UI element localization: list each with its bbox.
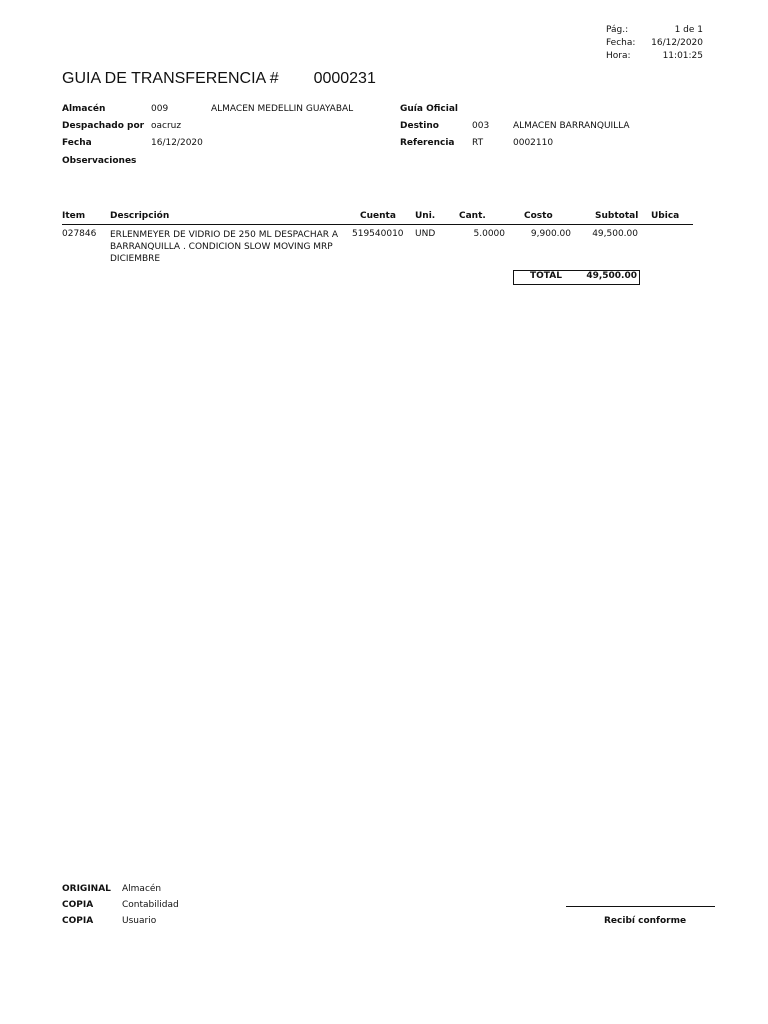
print-date-value: 16/12/2020	[651, 38, 703, 48]
destino-code: 003	[472, 121, 490, 131]
fecha-value: 16/12/2020	[151, 138, 203, 148]
row-subtotal: 49,500.00	[592, 229, 638, 239]
almacen-label: Almacén	[62, 104, 106, 114]
row-uni: UND	[415, 229, 436, 239]
copy-type-2: COPIA	[62, 916, 94, 926]
col-costo: Costo	[524, 211, 553, 221]
row-cant: 5.0000	[473, 229, 505, 239]
col-item: Item	[62, 211, 86, 221]
col-descripcion: Descripción	[110, 211, 170, 221]
almacen-name: ALMACEN MEDELLIN GUAYABAL	[211, 104, 354, 114]
row-descripcion: ERLENMEYER DE VIDRIO DE 250 ML DESPACHAR A BARRANQUILLA . CONDICION SLOW MOVING MRP DICIEMBRE	[110, 230, 339, 264]
almacen-code: 009	[151, 104, 169, 114]
col-ubica: Ubica	[651, 211, 680, 221]
page-value: 1 de 1	[674, 25, 703, 35]
destino-label: Destino	[400, 121, 439, 131]
print-time-value: 11:01:25	[662, 51, 703, 61]
document-title	[62, 70, 376, 88]
destino-name: ALMACEN BARRANQUILLA	[513, 121, 630, 131]
col-uni: Uni.	[415, 211, 436, 221]
document-title-text: GUIA DE TRANSFERENCIA #	[62, 70, 279, 87]
total-box	[513, 270, 640, 285]
fecha-label: Fecha	[62, 138, 92, 148]
row-cuenta: 519540010	[352, 229, 404, 239]
copy-type-1: COPIA	[62, 900, 94, 910]
copy-type-0: ORIGINAL	[62, 884, 111, 894]
despachado-label: Despachado por	[62, 121, 145, 131]
copy-dest-0: Almacén	[122, 884, 162, 894]
document-number: 0000231	[313, 70, 376, 87]
total-label: TOTAL	[530, 271, 562, 281]
referencia-type: RT	[472, 138, 484, 148]
referencia-value: 0002110	[513, 138, 554, 148]
page-label: Pág.:	[606, 25, 629, 35]
col-cant: Cant.	[459, 211, 486, 221]
table-header-divider	[62, 224, 693, 225]
observaciones-label: Observaciones	[62, 156, 137, 166]
print-time-label: Hora:	[606, 51, 631, 61]
row-costo: 9,900.00	[530, 229, 571, 239]
total-value: 49,500.00	[586, 271, 637, 281]
copy-dest-2: Usuario	[122, 916, 157, 926]
referencia-label: Referencia	[400, 138, 455, 148]
row-item: 027846	[62, 229, 97, 239]
col-subtotal: Subtotal	[595, 211, 639, 221]
guia-oficial-label: Guía Oficial	[400, 104, 458, 114]
col-cuenta: Cuenta	[360, 211, 396, 221]
signature-label: Recibí conforme	[604, 916, 687, 926]
copy-dest-1: Contabilidad	[122, 900, 179, 910]
despachado-value: oacruz	[151, 121, 182, 131]
signature-line	[566, 906, 715, 907]
print-date-label: Fecha:	[606, 38, 636, 48]
